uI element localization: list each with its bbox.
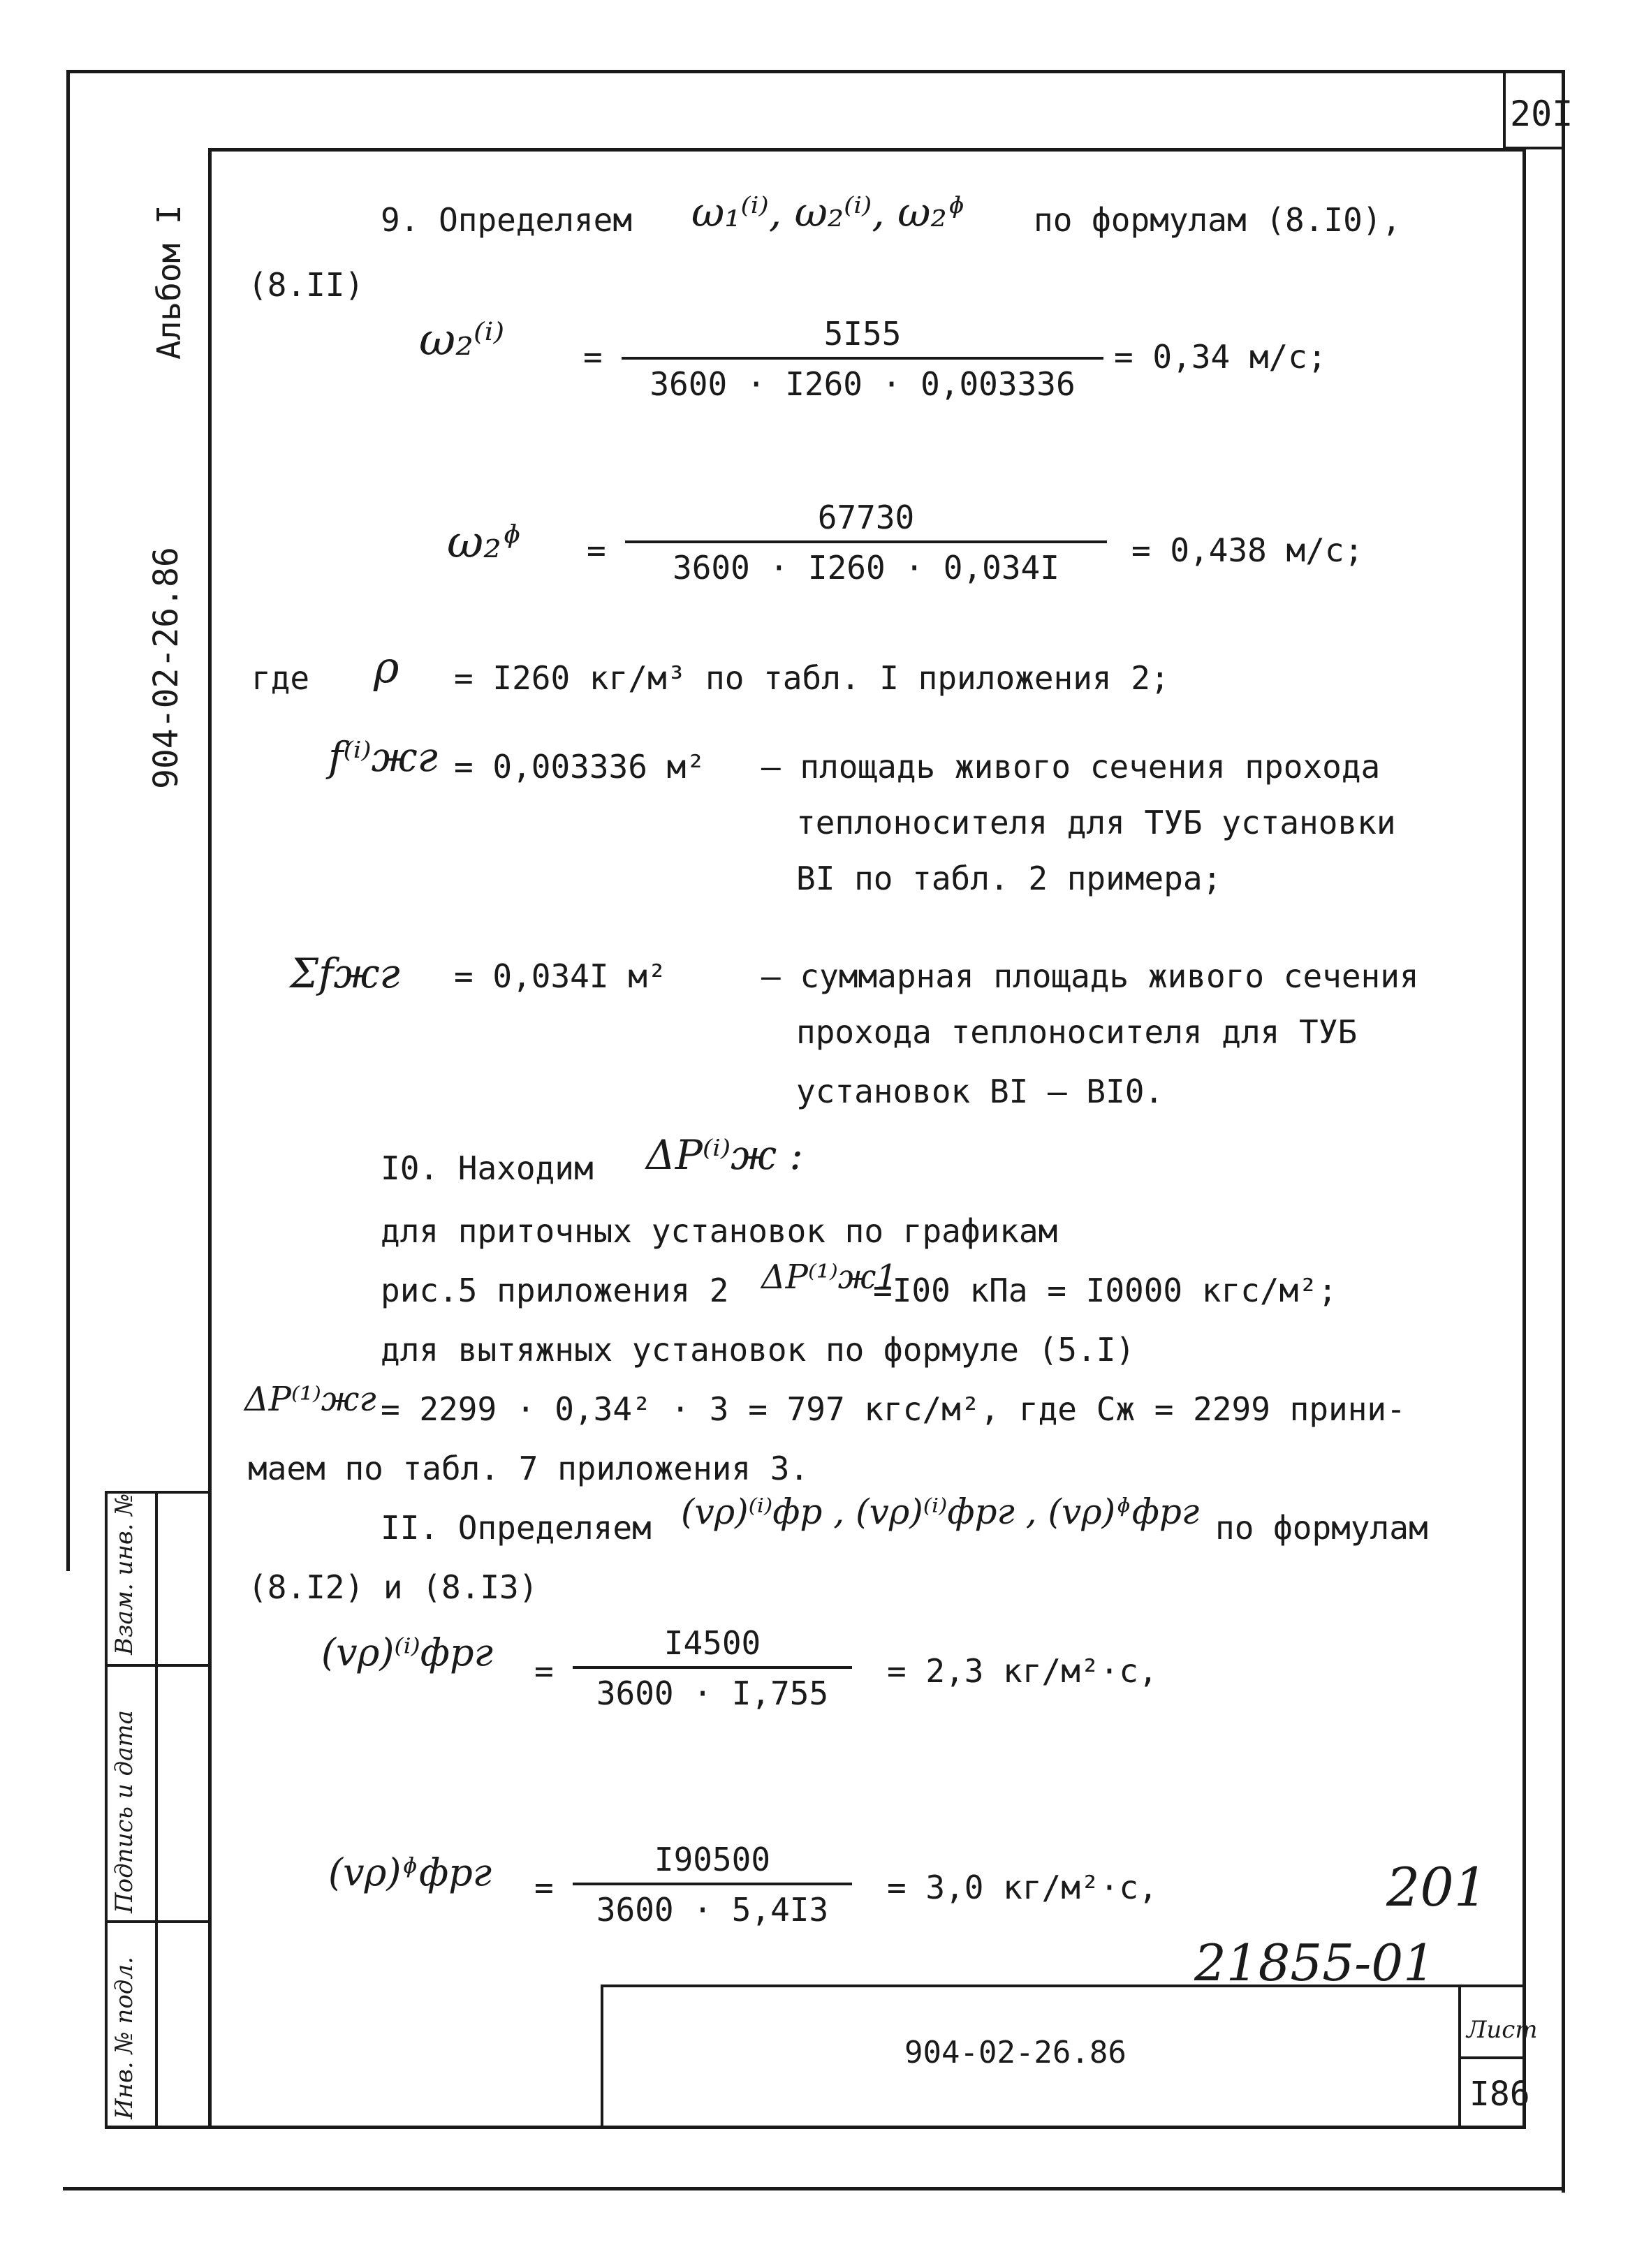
eq4-result: = 3,0 кг/м²·с,	[887, 1869, 1158, 1906]
title-code: 904-02-26.86	[904, 2035, 1127, 2070]
defs-f-desc-1: – площадь живого сечения прохода	[761, 748, 1381, 786]
inner-right	[1522, 148, 1526, 2128]
inner-top	[210, 148, 1522, 152]
eq1-eq: =	[583, 338, 603, 376]
eq1-result: = 0,34 м/с;	[1114, 338, 1327, 376]
defs-f-desc-3: BI по табл. 2 примера;	[796, 860, 1222, 897]
step10-head: I0. Находим	[381, 1149, 594, 1187]
stamp-label-2: Подпись и дата	[110, 1710, 138, 1913]
eq2-den: 3600 · I260 · 0,034I	[673, 549, 1059, 587]
eq4-fraction	[573, 1841, 852, 1929]
stamp-div2	[105, 1920, 210, 1923]
step10-l5: маем по табл. 7 приложения 3.	[248, 1450, 809, 1487]
title-sheet-label: Лист	[1467, 2016, 1538, 2044]
defs-rho-val: = I260 кг/м³ по табл. I приложения 2;	[454, 659, 1170, 697]
eq1-fraction	[622, 315, 1103, 403]
step9-cont: (8.II)	[248, 266, 365, 304]
step10-l4: = 2299 · 0,34² · 3 = 797 кгс/м², где Cж = 2299 прини-	[381, 1390, 1406, 1428]
step9-tail: по формулам (8.I0),	[1034, 201, 1402, 239]
frame-right-outer	[1562, 70, 1565, 2193]
eq3-num: I4500	[663, 1624, 761, 1662]
frame-left	[66, 70, 70, 1571]
frame-top	[66, 70, 1564, 73]
step10-l2a: рис.5 приложения 2	[381, 1272, 729, 1309]
eq2-lhs: ω₂ᶲ	[447, 517, 523, 568]
eq4-den: 3600 · 5,4I3	[596, 1891, 829, 1929]
step9-symbols: ω₁⁽ⁱ⁾, ω₂⁽ⁱ⁾, ω₂ᶲ	[691, 189, 967, 236]
title-sheet-number: I86	[1469, 2075, 1530, 2114]
step11-tail: по формулам	[1215, 1509, 1428, 1547]
sheetbox-left	[1503, 70, 1506, 148]
eq1-den: 3600 · I260 · 0,003336	[650, 365, 1076, 403]
handwritten-code: 21855-01	[1194, 1934, 1435, 1992]
defs-f-desc-2: теплоносителя для ТУБ установки	[796, 804, 1396, 841]
defs-sf-desc-2: прохода теплоносителя для ТУБ	[796, 1013, 1358, 1051]
eq3-eq: =	[534, 1652, 554, 1690]
stamp-right	[155, 1491, 158, 2128]
defs-sf-desc-1: – суммарная площадь живого сечения	[761, 957, 1419, 995]
step10-l4sym: ΔP⁽¹⁾жг	[244, 1380, 376, 1419]
handwritten-page-number: 201	[1386, 1856, 1488, 1918]
eq3-fraction	[573, 1624, 852, 1712]
eq2-num: 67730	[817, 499, 915, 536]
titleblock-left	[601, 1984, 603, 2128]
step11-head: II. Определяем	[381, 1509, 652, 1547]
sheetbox-bottom	[1503, 147, 1564, 149]
album-label: Альбом I	[150, 205, 188, 360]
step10-sym: ΔP⁽ⁱ⁾ж :	[646, 1131, 803, 1179]
sheet-number-top: 20I	[1510, 94, 1573, 134]
frame-bottom	[63, 2187, 1564, 2190]
step10-l2b: =I00 кПа = I0000 кгс/м²;	[873, 1272, 1337, 1309]
defs-sf-val: = 0,034I м²	[454, 957, 667, 995]
step10-l2sym: ΔP⁽¹⁾ж1	[761, 1258, 897, 1297]
eq4-lhs: (vρ)ᶲфрг	[328, 1850, 492, 1894]
step11-cont: (8.I2) и (8.I3)	[248, 1568, 538, 1606]
step11-syms: (vρ)⁽ⁱ⁾фр , (vρ)⁽ⁱ⁾фрг , (vρ)ᶲфрг	[681, 1492, 1200, 1532]
defs-sf-desc-3: установок BI – BI0.	[796, 1073, 1164, 1110]
stamp-label-1: Взам. инв. №	[110, 1493, 138, 1655]
step10-l1: для приточных установок по графикам	[381, 1212, 1058, 1250]
side-code: 904-02-26.86	[147, 547, 186, 789]
eq1-lhs: ω₂⁽ⁱ⁾	[419, 314, 505, 366]
eq4-num: I90500	[654, 1841, 771, 1878]
eq1-num: 5I55	[823, 315, 902, 353]
eq2-result: = 0,438 м/с;	[1131, 531, 1364, 569]
stamp-label-3: Инв. № подл.	[110, 1957, 138, 2119]
titleblock-sheet-div	[1458, 2056, 1524, 2059]
step9-text: 9. Определяем	[381, 201, 633, 239]
defs-f-val: = 0,003336 м²	[454, 748, 706, 786]
defs-sf-sym: Σfжг	[290, 950, 400, 997]
defs-f-sym: f⁽ⁱ⁾жг	[328, 733, 438, 781]
eq3-den: 3600 · I,755	[596, 1674, 829, 1712]
inner-left	[208, 148, 212, 2128]
defs-gde: где	[251, 659, 310, 697]
stamp-left	[105, 1491, 108, 2128]
step10-l3: для вытяжных установок по формуле (5.I)	[381, 1331, 1136, 1369]
eq3-lhs: (vρ)⁽ⁱ⁾фрг	[321, 1630, 493, 1674]
eq4-eq: =	[534, 1869, 554, 1906]
inner-bottom	[105, 2126, 1526, 2129]
eq2-eq: =	[587, 531, 606, 569]
defs-rho-sym: ρ	[374, 642, 399, 693]
stamp-div1	[105, 1664, 210, 1667]
eq2-fraction	[625, 499, 1107, 587]
eq3-result: = 2,3 кг/м²·с,	[887, 1652, 1158, 1690]
